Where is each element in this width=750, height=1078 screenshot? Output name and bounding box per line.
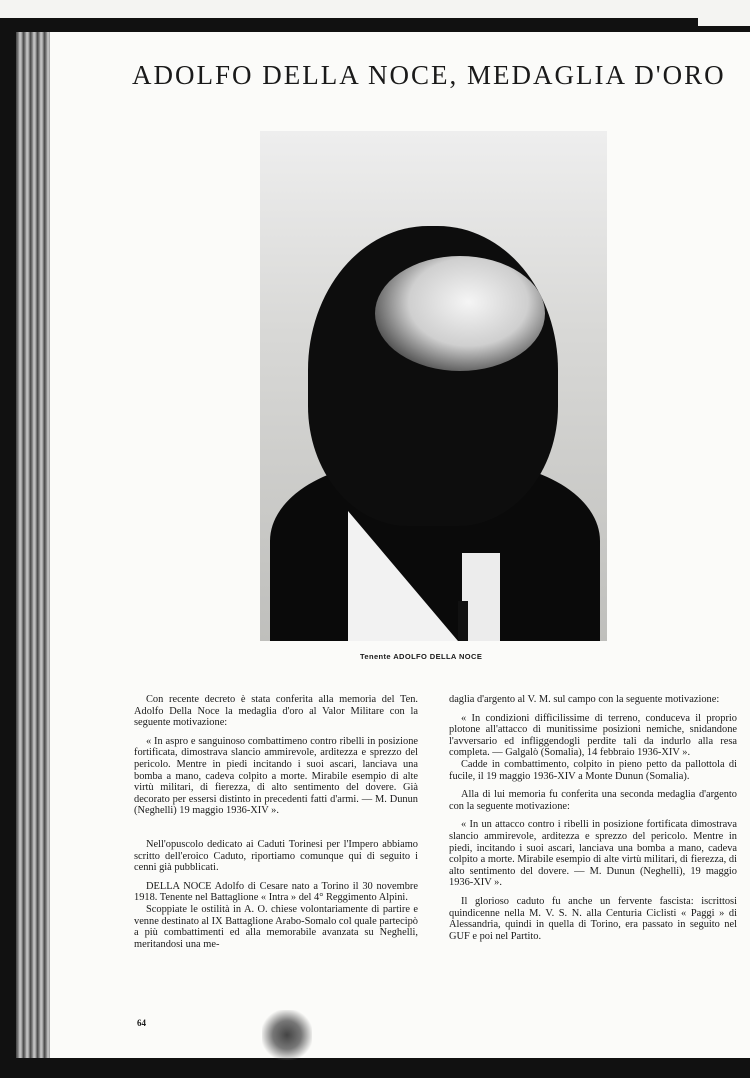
photo-tie — [458, 601, 468, 641]
paragraph: Con recente decreto è stata conferita alla memoria del Ten. Adolfo Della Noce la medaglia d'oro al Valor Militare con la seguente motivazione: — [134, 694, 418, 729]
paragraph: « In aspro e sanguinoso combattimeno contro ribelli in posizione fortificata, dimostrava slancio ammirevole, arditezza e sprezzo del pericolo. Mentre in piedi incitando i suoi ascari, lanciava una bomba a mano, cadeva colpito a morte. Mirabile esempio di alte virtù militari, di fierezza, di alto sentimento del dovere. Già decorato per essersi distinto in precedenti fatti d'armi. — M. Dunun (Neghelli) 19 maggio 1936-XIV ». — [134, 735, 418, 817]
scan-top-notch — [698, 18, 750, 26]
scan-bottom-border — [0, 1058, 750, 1078]
book-spine — [16, 32, 50, 1072]
text-column-left — [134, 694, 418, 957]
paragraph: Cadde in combattimento, colpito in pieno petto da pallottola di fucile, il 19 maggio 1936-XIV a Monte Dunun (Somalia). — [449, 758, 737, 782]
paragraph: Nell'opuscolo dedicato ai Caduti Torinesi per l'Impero abbiamo scritto dell'eroico Caduto, riportiamo comunque qui di seguito i cenni già pubblicati. — [134, 838, 418, 874]
paragraph: « In condizioni difficilissime di terreno, conduceva il proprio plotone all'attacco di munitissime posizioni nemiche, snidandone l'avversario ed infliggendogli perdite tali da indurlo alla resa completa. — Galgalò (Somalia), 14 febbraio 1936-XIV ». — [449, 712, 737, 759]
paragraph: Scoppiate le ostilità in A. O. chiese volontariamente di partire e venne destinato al IX Battaglione Arabo-Somalo col quale partecipò a più combattimenti ed alla memorabile avanzata su Neghelli, meritandosi una me- — [134, 903, 418, 950]
photo-collar-left — [348, 511, 458, 641]
scan-top-border — [0, 18, 750, 32]
paragraph: daglia d'argento al V. M. sul campo con la seguente motivazione: — [449, 694, 720, 705]
paragraph: DELLA NOCE Adolfo di Cesare nato a Torino il 30 novembre 1918. Tenente nel Battaglione « Intra » del 4° Reggimento Alpini. — [134, 880, 418, 904]
paragraph: Il glorioso caduto fu anche un fervente fascista: iscrittosi quindicenne nella M. V. S. N. alla Centuria Ciclisti « Paggi » di Alessandria, quindi in quella di Torino, era passato in seguito nel GUF e poi nel Partito. — [449, 895, 737, 942]
scan-left-edge — [0, 18, 16, 1078]
page-number: 64 — [137, 1018, 146, 1028]
photo-caption: Tenente ADOLFO DELLA NOCE — [360, 652, 483, 661]
photo-figure-face — [375, 256, 545, 371]
portrait-photo — [260, 131, 607, 641]
article-title: ADOLFO DELLA NOCE, MEDAGLIA D'ORO — [132, 60, 726, 90]
text-column-right — [449, 694, 737, 949]
page-stain — [262, 1010, 312, 1060]
paragraph: « In un attacco contro i ribelli in posizione fortificata dimostrava slancio ammirevole, arditezza e sprezzo del pericolo. Mentre in piedi, incitando i suoi ascari, lanciava una bomba a mano, cadeva colpito a morte. Mirabile esempio di alte virtù militari, di fierezza, di alto sentimento del dovere. — M. Dunun (Neghelli), 19 maggio 1936-XIV ». — [449, 819, 737, 889]
paragraph: Alla di lui memoria fu conferita una seconda medaglia d'argento con la seguente motivazione: — [449, 789, 737, 812]
